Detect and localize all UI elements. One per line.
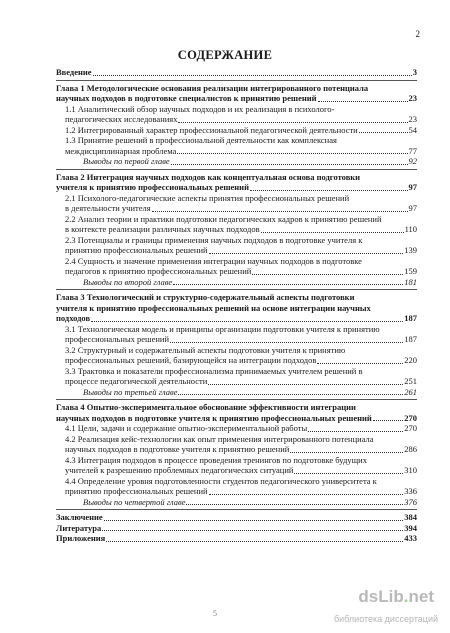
toc-dot-leader	[209, 253, 404, 254]
toc-entry-text: 3.2 Структурный и содержательный аспекты подготовки учителя к принятию	[65, 344, 346, 355]
toc-line	[83, 277, 417, 288]
toc-section-entry	[65, 256, 417, 277]
toc-entry-text: педагогических исследованиях	[65, 114, 178, 124]
toc-section-entry	[65, 104, 417, 125]
toc-page-number: 286	[404, 444, 417, 454]
toc-divider	[56, 80, 417, 81]
toc-line	[65, 345, 417, 356]
toc-dot-leader	[104, 520, 404, 521]
toc-page-number: 376	[404, 496, 417, 507]
toc-line	[65, 256, 417, 267]
toc-line	[83, 497, 417, 508]
toc-entry-text: в контексте реализации различных научных подходов	[65, 224, 260, 234]
toc-line	[65, 355, 417, 366]
toc-entry-text: Глава 2 Интеграция научных подходов как концептуальная основа подготовки	[56, 171, 361, 182]
toc-dot-leader	[252, 274, 403, 275]
toc-chapter-entry	[56, 292, 417, 324]
toc-chapter-entry	[56, 512, 417, 523]
toc-line	[56, 313, 417, 324]
toc-line	[65, 465, 417, 476]
toc-dot-leader	[250, 190, 408, 191]
toc-page-number: 261	[404, 386, 417, 397]
toc-page-number: 159	[404, 266, 417, 276]
toc-summary-entry	[83, 387, 417, 398]
toc-line	[65, 366, 417, 377]
toc-entry-text: Выводы по второй главе	[83, 276, 173, 287]
toc-line	[83, 156, 417, 167]
toc-dot-leader	[209, 494, 404, 495]
toc-page-number: 54	[408, 124, 417, 135]
toc-section-entry	[65, 476, 417, 497]
toc-entry-text: процессе педагогической деятельности	[65, 376, 208, 386]
toc-section-entry	[65, 366, 417, 387]
toc-section-entry	[65, 324, 417, 345]
toc-entry-text: 3.3 Трактовка и показатели профессионализма принимаемых учителем решений в	[65, 365, 363, 376]
toc-line	[56, 67, 417, 78]
toc-line	[65, 266, 417, 277]
toc-dot-leader	[359, 132, 408, 133]
toc-section-entry	[65, 235, 417, 256]
toc-page-number: 394	[404, 522, 417, 533]
toc-entry-text: принятию профессиональных решений	[65, 245, 208, 255]
toc-chapter-entry	[56, 67, 417, 78]
toc-entry-text: 2.1 Психолого-педагогические аспекты принятия профессиональных решений	[65, 192, 350, 203]
toc-summary-entry	[83, 277, 417, 288]
toc-entry-text: Глава 4 Опытно-экспериментальное обоснование эффективности интеграции	[56, 402, 356, 412]
toc-line	[56, 523, 417, 534]
toc-section-entry	[65, 193, 417, 214]
toc-entry-text: 4.1 Цели, задачи и содержание опытно-экспериментальной работы	[65, 423, 308, 433]
toc-entry-text: профессиональных решений	[65, 334, 170, 344]
toc-entry-text: 4.2 Реализация кейс-технологии как опыт применения интегрированного потенциала	[65, 433, 374, 444]
toc-dot-leader	[177, 153, 407, 154]
toc-entry-text: в деятельности учителя	[65, 203, 151, 213]
toc-entry-text: 2.3 Потенциалы и границы применения научных подходов в подготовке учителя к	[65, 234, 363, 245]
watermark	[330, 587, 440, 627]
toc-entry-text: 4.3 Интеграция подходов в процессе проведения тренингов по подготовке будущих	[65, 454, 367, 465]
toc-page-number: 384	[404, 512, 417, 522]
toc-page-number: 433	[404, 533, 417, 543]
toc-dot-leader	[178, 394, 403, 395]
toc-entry-text: учителя к принятию профессиональных решений	[56, 182, 249, 192]
toc-dot-leader	[93, 75, 412, 76]
toc-page-number: 251	[404, 376, 417, 386]
toc-line	[56, 402, 417, 413]
toc-page-number: 220	[404, 355, 417, 365]
toc-entry-text: научных подходов в подготовке учителя к принятию профессиональных решений	[56, 412, 372, 423]
toc-chapter-entry	[56, 402, 417, 423]
toc-line	[65, 114, 417, 125]
toc-summary-entry	[83, 497, 417, 508]
toc-section-entry	[65, 345, 417, 366]
toc-line	[65, 324, 417, 335]
toc-dot-leader	[317, 363, 403, 364]
toc-line	[65, 224, 417, 235]
toc-chapter-entry	[56, 83, 417, 104]
toc-section-entry	[65, 455, 417, 476]
toc-line	[56, 182, 417, 193]
toc-dot-leader	[170, 342, 403, 343]
toc-line	[65, 193, 417, 204]
toc-entry-text: профессиональных решений, базирующейся на интеграции подходов	[65, 355, 317, 365]
toc-page-number: 310	[404, 465, 417, 475]
toc-page-number: 181	[404, 276, 417, 287]
toc-line	[65, 476, 417, 487]
toc-page-number: 187	[404, 313, 417, 323]
toc-entry-text: учителя к принятию профессиональных решений на основе интеграции научных	[56, 302, 371, 313]
toc-divider	[56, 399, 417, 400]
toc-entry-text: учителей к разрешению проблемных педагогических ситуаций	[65, 465, 294, 475]
toc-line	[65, 104, 417, 115]
toc-line	[56, 413, 417, 424]
toc-dot-leader	[102, 530, 403, 531]
toc-line	[65, 214, 417, 225]
toc-dot-leader	[290, 452, 403, 453]
toc-section-entry	[65, 125, 417, 136]
toc-dot-leader	[308, 431, 403, 432]
toc-page-number: 97	[408, 182, 417, 192]
toc-dot-leader	[106, 541, 403, 542]
toc-section-entry	[65, 434, 417, 455]
toc-entry-text: Литература	[56, 522, 102, 533]
toc-entry-text: 1.3 Принятие решений в профессиональной деятельности как комплексная	[65, 135, 337, 145]
page-number: 2	[415, 29, 420, 39]
toc-dot-leader	[178, 122, 407, 123]
toc-line	[56, 292, 417, 303]
toc-page-number: 336	[404, 486, 417, 496]
toc-line	[65, 146, 417, 157]
toc-section-entry	[65, 214, 417, 235]
toc-entry-text: Приложения	[56, 533, 106, 543]
toc-entry-text: Выводы по четвертой главе	[83, 496, 186, 507]
toc-page-number: 270	[404, 412, 417, 423]
toc-entry-text: 1.2 Интегрированный характер профессиональной педагогической деятельности	[65, 124, 358, 135]
toc-line	[56, 512, 417, 523]
toc-line	[65, 203, 417, 214]
toc-divider	[56, 289, 417, 290]
toc-line	[65, 376, 417, 387]
toc-entry-text: 3.1 Технологическая модель и принципы организации подготовки учителя к принятию	[65, 323, 380, 334]
toc-section-entry	[65, 135, 417, 156]
toc-section-entry	[65, 423, 417, 434]
table-of-contents	[56, 67, 417, 544]
toc-entry-text: Выводы по первой главе	[83, 156, 170, 166]
toc-summary-entry	[83, 156, 417, 167]
toc-entry-text: 2.2 Анализ теории и практики подготовки педагогических кадров к принятию решений	[65, 213, 382, 224]
toc-dot-leader	[208, 384, 403, 385]
toc-entry-text: научных подходов в подготовке специалистов к принятию решений	[56, 93, 317, 103]
toc-entry-text: принятию профессиональных решений	[65, 486, 208, 496]
toc-dot-leader	[152, 211, 408, 212]
toc-page-number: 187	[404, 334, 417, 344]
toc-page-number: 139	[404, 245, 417, 255]
toc-dot-leader	[171, 164, 408, 165]
toc-entry-text: 4.4 Определение уровня подготовленности студентов педагогического университета к	[65, 475, 377, 486]
toc-divider	[56, 169, 417, 170]
page-title: СОДЕРЖАНИЕ	[177, 48, 273, 62]
toc-page-number: 3	[412, 67, 417, 77]
toc-entry-text: междисциплинарная проблема	[65, 145, 177, 156]
toc-dot-leader	[373, 420, 403, 421]
toc-page-number: 23	[408, 93, 417, 103]
toc-dot-leader	[173, 284, 403, 285]
toc-entry-text: научных подходов в подготовке учителя к принятию решений	[65, 444, 290, 454]
toc-dot-leader	[91, 321, 403, 322]
toc-line	[65, 135, 417, 146]
toc-entry-text: 1.1 Аналитический обзор научных подходов и их реализация в психолого-	[65, 103, 335, 114]
toc-entry-text: Выводы по третьей главе	[83, 386, 178, 397]
toc-line	[65, 434, 417, 445]
toc-line	[65, 125, 417, 136]
toc-entry-text: Глава 3 Технологический и структурно-содержательный аспекты подготовки	[56, 292, 355, 302]
toc-line	[65, 444, 417, 455]
toc-line	[56, 83, 417, 94]
toc-line	[56, 93, 417, 104]
toc-page-number: 110	[404, 224, 417, 234]
toc-dot-leader	[318, 101, 408, 102]
toc-page-number: 270	[404, 423, 417, 433]
toc-dot-leader	[294, 473, 403, 474]
toc-entry-text: педагогов к принятию профессиональных решений	[65, 266, 252, 276]
toc-dot-leader	[261, 232, 404, 233]
toc-line	[65, 235, 417, 246]
toc-line	[65, 423, 417, 434]
watermark-subtitle: библиотека диссертаций	[333, 614, 438, 624]
toc-entry-text: подходов	[56, 313, 91, 323]
toc-line	[65, 334, 417, 345]
toc-chapter-entry	[56, 172, 417, 193]
toc-page-number: 23	[408, 114, 417, 124]
toc-divider	[56, 509, 417, 510]
toc-entry-text: 2.4 Сущность и значение применения интеграции научных подходов в подготовке	[65, 255, 362, 266]
toc-dot-leader	[186, 504, 403, 505]
toc-page-number: 97	[408, 203, 417, 213]
toc-line	[65, 245, 417, 256]
toc-entry-text: Заключение	[56, 512, 103, 522]
watermark-logo: dsLib.net	[358, 587, 434, 606]
toc-entry-text: Введение	[56, 67, 92, 77]
toc-line	[83, 387, 417, 398]
toc-chapter-entry	[56, 533, 417, 544]
toc-entry-text: Глава 1 Методологические основания реализации интегрированного потенциала	[56, 82, 369, 93]
toc-line	[56, 172, 417, 183]
footer-mark: 5	[213, 609, 217, 618]
toc-line	[56, 303, 417, 314]
toc-page-number: 92	[408, 156, 417, 166]
toc-line	[56, 533, 417, 544]
toc-chapter-entry	[56, 523, 417, 534]
toc-page-number: 77	[408, 145, 417, 156]
toc-line	[65, 455, 417, 466]
toc-line	[65, 486, 417, 497]
